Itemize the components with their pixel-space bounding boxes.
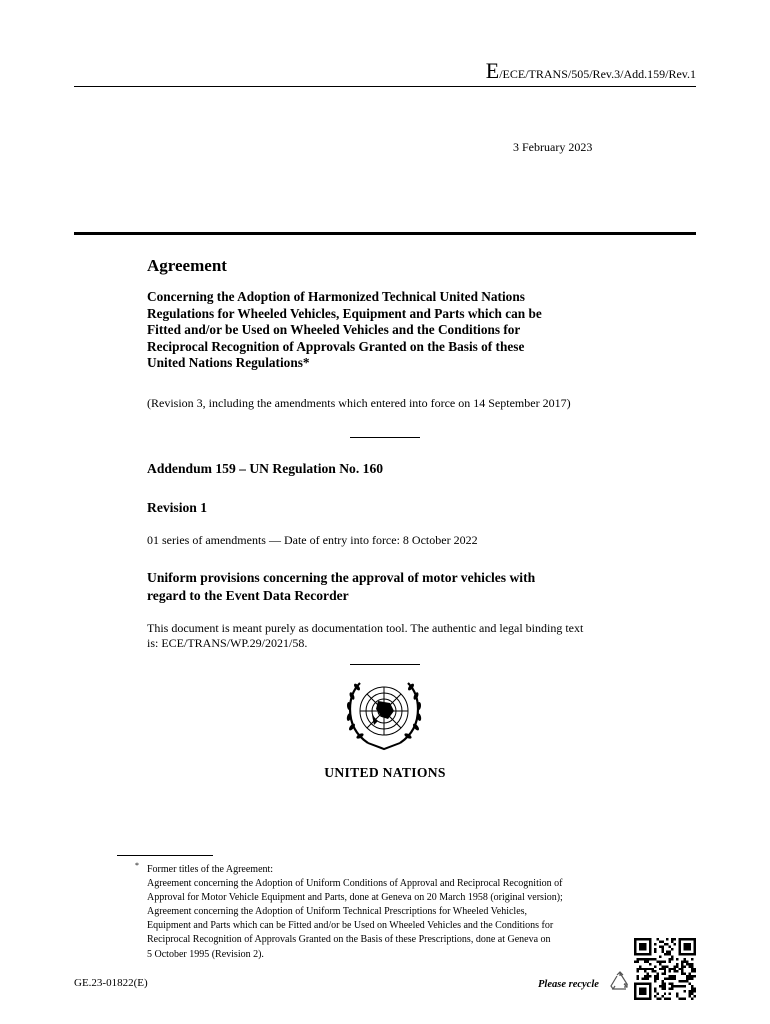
documentation-note xyxy=(147,621,637,651)
footnote-text xyxy=(147,863,627,962)
document-date: 3 February 2023 xyxy=(513,140,593,154)
symbol-rest: /ECE/TRANS/505/Rev.3/Add.159/Rev.1 xyxy=(499,67,696,81)
note-line: is: ECE/TRANS/WP.29/2021/58. xyxy=(147,636,308,650)
footnote-line: Equipment and Parts which can be Fitted and/or be Used on Wheeled Vehicles and the Conditions for xyxy=(147,920,554,932)
footnote-mark: * xyxy=(135,861,139,870)
note-line: This document is meant purely as documentation tool. The authentic and legal binding text xyxy=(147,621,584,635)
regulation-title-line: regard to the Event Data Recorder xyxy=(147,588,349,603)
agreement-heading: Agreement xyxy=(147,256,227,275)
footnote-rule xyxy=(117,855,213,856)
separator-rule xyxy=(350,437,420,438)
subtitle-line: Reciprocal Recognition of Approvals Granted on the Basis of these xyxy=(147,338,525,354)
footnote-line: Approval for Motor Vehicle Equipment and Parts, done at Geneva on 20 March 1958 (original version); xyxy=(147,892,563,904)
series-of-amendments: 01 series of amendments — Date of entry into force: 8 October 2022 xyxy=(147,533,478,547)
subtitle-line: United Nations Regulations* xyxy=(147,355,310,370)
header-rule xyxy=(74,86,696,87)
regulation-title xyxy=(147,569,627,605)
subtitle-line: Fitted and/or be Used on Wheeled Vehicles and the Conditions for xyxy=(147,322,521,337)
un-emblem-icon xyxy=(338,675,430,755)
footnote-line: Agreement concerning the Adoption of Uniform Conditions of Approval and Reciprocal Recognition of xyxy=(147,878,563,890)
recycle-label: Please recycle xyxy=(538,979,599,990)
symbol-initial: E xyxy=(485,58,500,83)
organization-name: UNITED NATIONS xyxy=(324,765,446,780)
subtitle-line: Regulations for Wheeled Vehicles, Equipment and Parts which can be xyxy=(147,305,542,321)
title-rule xyxy=(74,232,696,235)
separator-rule xyxy=(350,664,420,665)
revision-note: (Revision 3, including the amendments which entered into force on 14 September 2017) xyxy=(147,396,571,410)
document-symbol xyxy=(485,58,696,83)
subtitle-line: Concerning the Adoption of Harmonized Technical United Nations xyxy=(147,289,525,304)
agreement-subtitle xyxy=(147,289,627,372)
footnote-line: Agreement concerning the Adoption of Uniform Technical Prescriptions for Wheeled Vehicles, xyxy=(147,906,528,918)
addendum-title: Addendum 159 – UN Regulation No. 160 xyxy=(147,461,384,476)
footnote-line: 5 October 1995 (Revision 2). xyxy=(147,948,264,960)
revision-label: Revision 1 xyxy=(147,500,208,515)
footnote-line: Former titles of the Agreement: xyxy=(147,864,274,875)
regulation-title-line: Uniform provisions concerning the approval of motor vehicles with xyxy=(147,570,536,585)
document-number: GE.23-01822(E) xyxy=(74,977,148,989)
footnote-line: Reciprocal Recognition of Approvals Granted on the Basis of these Prescriptions, done at Geneva on xyxy=(147,934,551,946)
recycle-icon xyxy=(608,970,632,994)
qr-code-icon xyxy=(634,938,696,1000)
